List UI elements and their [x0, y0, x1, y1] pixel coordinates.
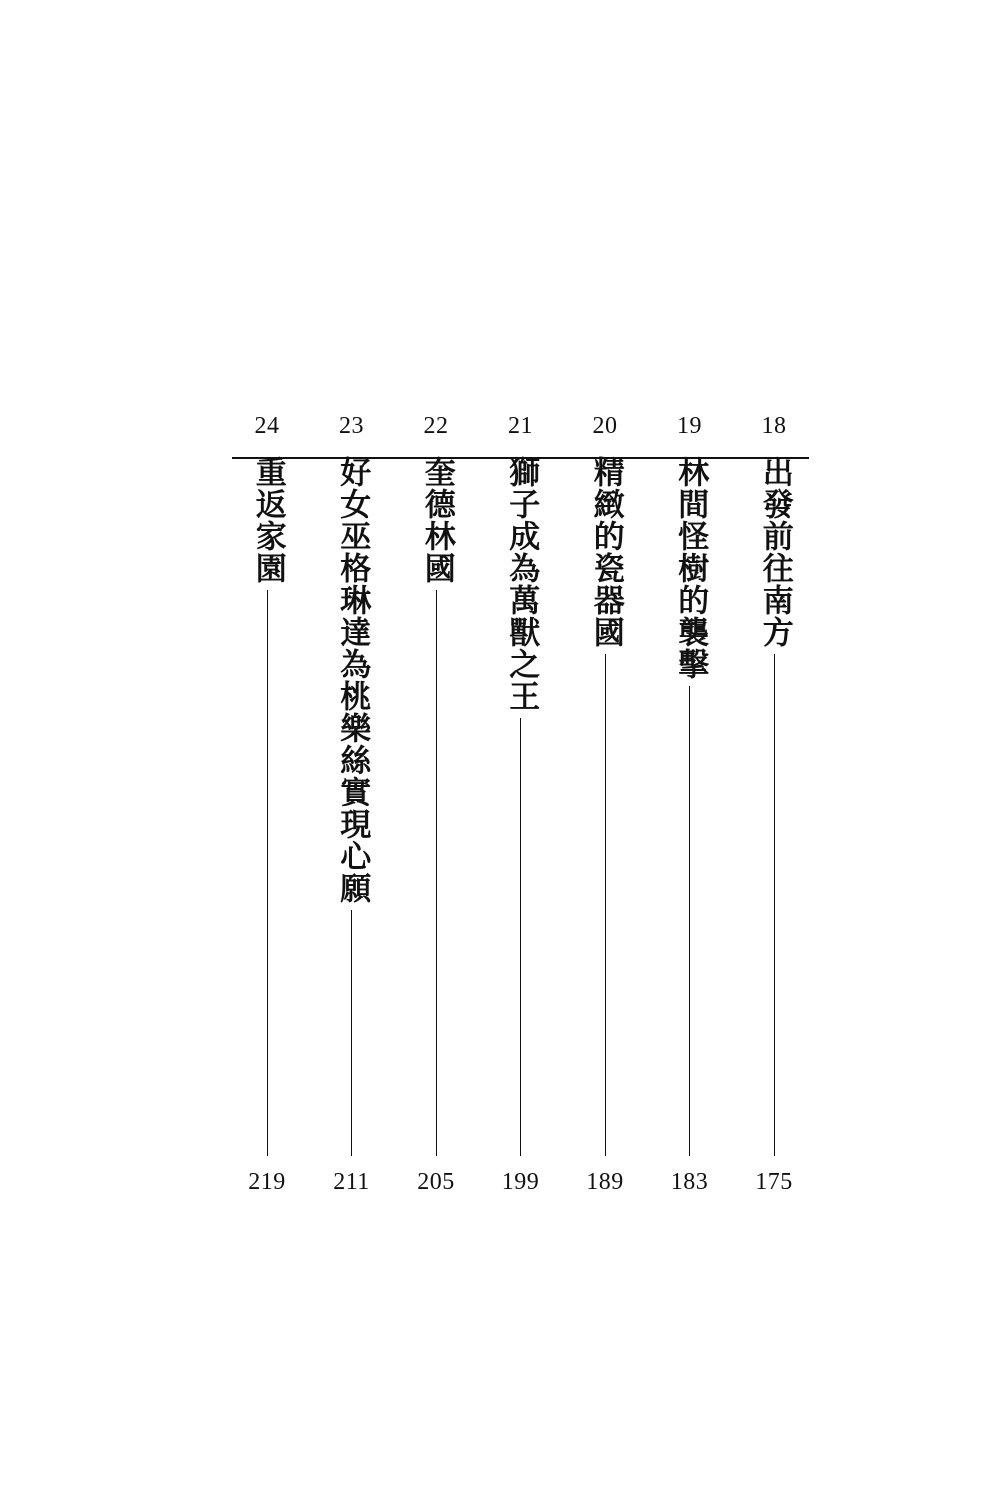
toc-entry[interactable]	[317, 414, 387, 1194]
chapter-number: 22	[423, 413, 449, 439]
chapter-number: 18	[761, 413, 787, 439]
chapter-title: 出發前往南方	[756, 456, 793, 648]
toc-entry[interactable]	[232, 414, 302, 1194]
chapter-number: 20	[592, 413, 618, 439]
leader-line	[774, 654, 775, 1156]
chapter-title: 重返家園	[249, 456, 286, 584]
page-number: 183	[670, 1169, 709, 1195]
chapter-title: 精緻的瓷器國	[587, 456, 624, 648]
chapter-title: 獅子成為萬獸之王	[503, 456, 540, 712]
chapter-number: 21	[508, 413, 533, 439]
page-number: 199	[501, 1169, 540, 1195]
entry-body	[655, 456, 725, 1194]
toc-entry[interactable]	[401, 414, 471, 1194]
entry-body	[486, 456, 556, 1194]
toc-entry-list	[232, 414, 809, 1194]
leader-line	[605, 654, 606, 1156]
chapter-title: 林間怪樹的襲擊	[672, 456, 709, 680]
entry-body	[739, 456, 809, 1194]
leader-line	[351, 910, 352, 1156]
entry-body	[317, 456, 387, 1194]
chapter-title: 奎德林國	[418, 456, 455, 584]
chapter-title: 好女巫格琳達為桃樂絲實現心願	[334, 456, 371, 904]
page-number: 205	[417, 1169, 455, 1195]
leader-line	[520, 718, 521, 1156]
chapter-number: 19	[677, 413, 702, 439]
toc-entry[interactable]	[655, 414, 725, 1194]
chapter-number: 24	[254, 413, 280, 439]
page-number: 189	[586, 1169, 624, 1195]
leader-line	[689, 686, 690, 1156]
chapter-number: 23	[339, 413, 364, 439]
entry-body	[570, 456, 640, 1194]
page-number: 175	[755, 1169, 793, 1195]
leader-line	[267, 590, 268, 1156]
toc-entry[interactable]	[486, 414, 556, 1194]
page-number: 219	[248, 1169, 286, 1195]
entry-body	[232, 456, 302, 1194]
toc-entry[interactable]	[570, 414, 640, 1194]
toc-entry[interactable]	[739, 414, 809, 1194]
entry-body	[401, 456, 471, 1194]
page-number: 211	[333, 1169, 370, 1195]
leader-line	[436, 590, 437, 1156]
